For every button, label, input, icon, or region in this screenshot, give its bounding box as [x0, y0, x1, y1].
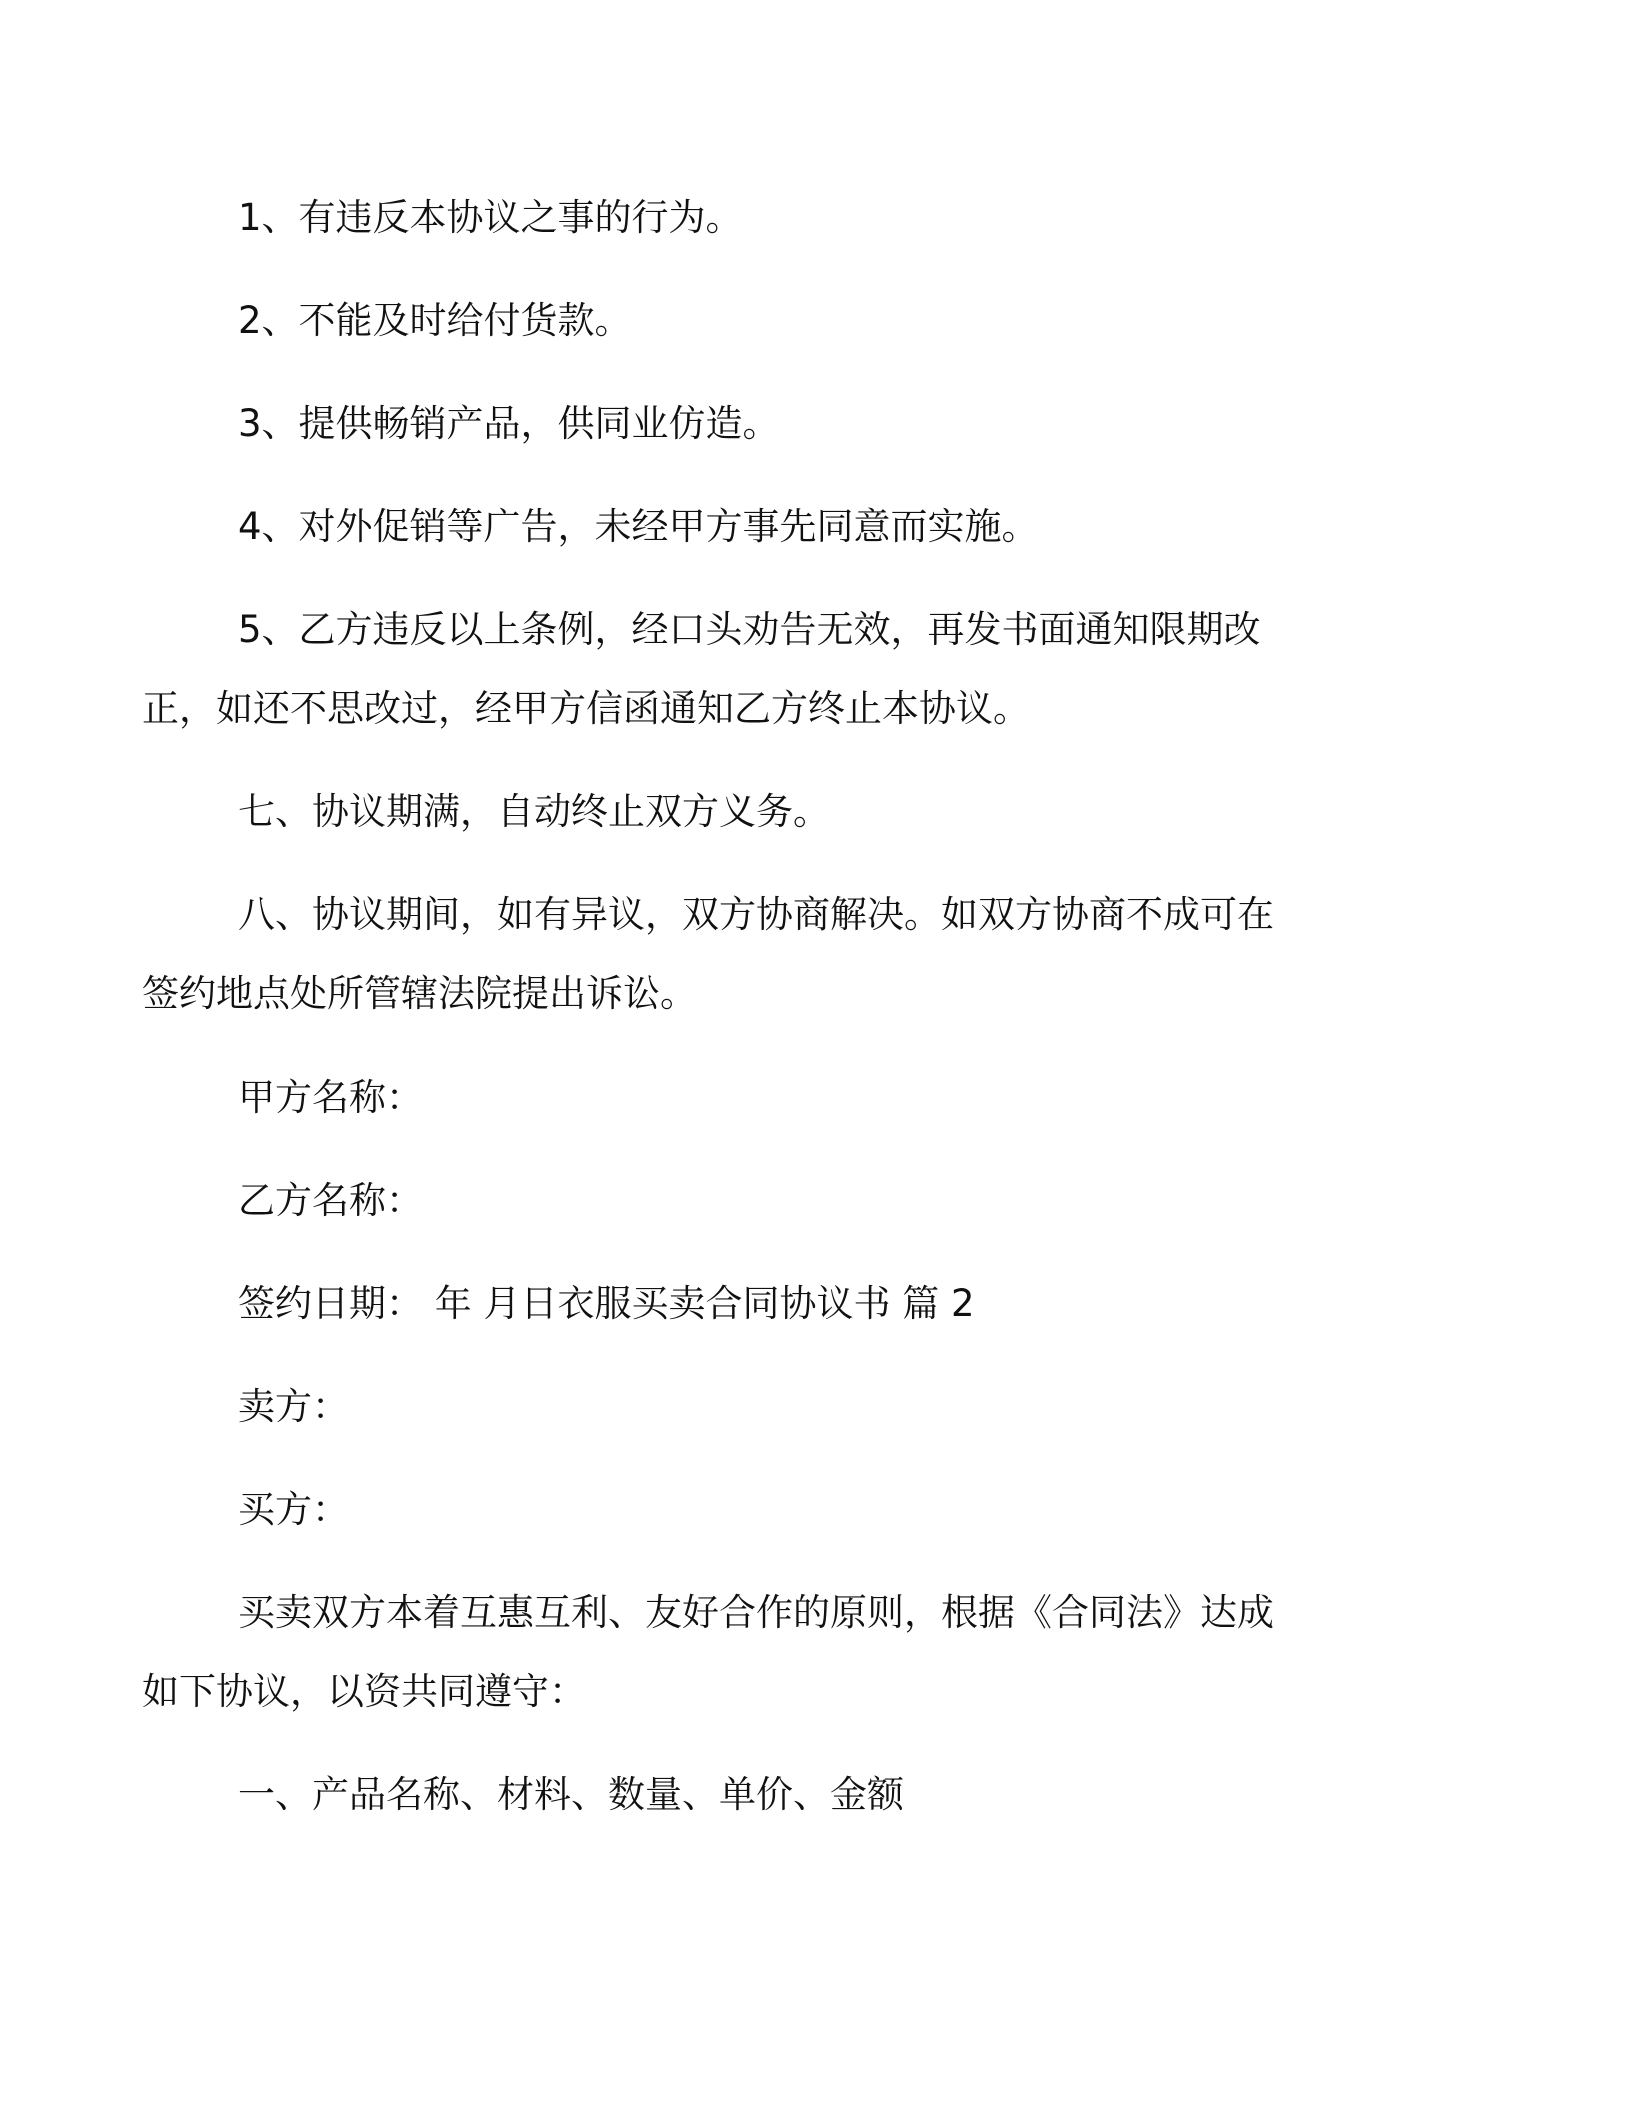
party-a-name	[238, 1058, 1378, 1137]
clause-item-1	[238, 178, 1378, 257]
paragraph-line: 七、协议期满，自动终止双方义务。	[238, 790, 830, 833]
paragraph-line: 买卖双方本着互惠互利、友好合作的原则，根据《合同法》达成	[238, 1591, 1274, 1634]
clause-item-5	[142, 590, 1378, 748]
clause-eight	[142, 875, 1378, 1033]
paragraph-line: 一、产品名称、材料、数量、单价、金额	[238, 1773, 904, 1816]
paragraph-line: 买方：	[238, 1488, 349, 1531]
paragraph-line: 4、对外促销等广告，未经甲方事先同意而实施。	[238, 505, 1039, 548]
party-b-name	[238, 1161, 1378, 1240]
paragraph-line: 签约地点处所管辖法院提出诉讼。	[142, 972, 697, 1015]
clause-item-3	[238, 384, 1378, 463]
paragraph-line: 八、协议期间，如有异议，双方协商解决。如双方协商不成可在	[238, 893, 1274, 936]
buyer	[238, 1470, 1378, 1549]
paragraph-line: 5、乙方违反以上条例，经口头劝告无效，再发书面通知限期改	[238, 608, 1261, 651]
paragraph-line: 1、有违反本协议之事的行为。	[238, 196, 743, 239]
paragraph-line: 签约日期： 年 月日衣服买卖合同协议书 篇 2	[238, 1282, 975, 1325]
clause-seven	[238, 772, 1378, 851]
paragraph-line: 3、提供畅销产品，供同业仿造。	[238, 402, 780, 445]
paragraph-line: 正，如还不思改过，经甲方信函通知乙方终止本协议。	[142, 687, 1030, 730]
seller	[238, 1367, 1378, 1446]
paragraph-line: 卖方：	[238, 1385, 349, 1428]
paragraph-line: 如下协议，以资共同遵守：	[142, 1670, 586, 1713]
paragraph-line: 2、不能及时给付货款。	[238, 299, 632, 342]
paragraph-line: 甲方名称：	[238, 1076, 423, 1119]
section-one-heading	[238, 1755, 1378, 1834]
clause-item-4	[238, 487, 1378, 566]
paragraph-line: 乙方名称：	[238, 1179, 423, 1222]
signing-date	[238, 1264, 1378, 1343]
agreement-preamble	[142, 1573, 1378, 1731]
clause-item-2	[238, 281, 1378, 360]
